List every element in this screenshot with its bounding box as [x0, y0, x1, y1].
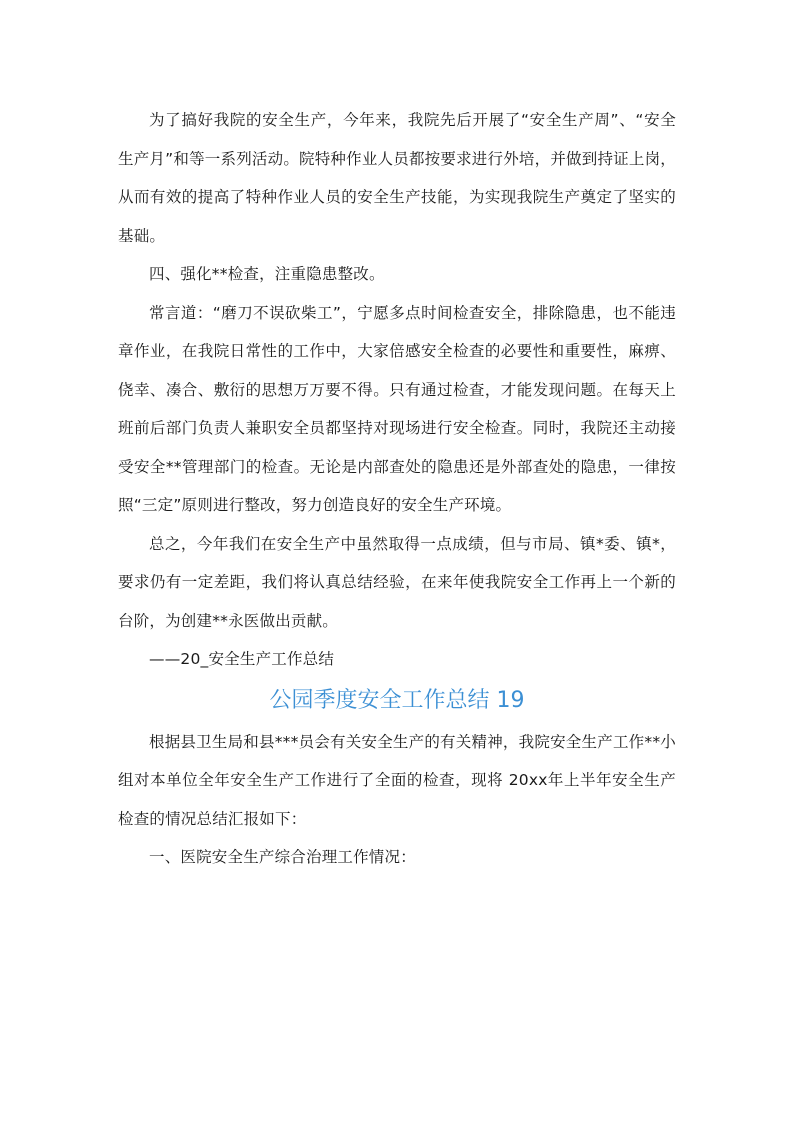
paragraph-heading-inspection: 四、强化**检查，注重隐患整改。: [149, 265, 385, 283]
paragraph-conclusion: 总之，今年我们在安全生产中虽然取得一点成绩，但与市局、镇*委、镇*，要求仍有一定差距，我们将认真总结经验，在来年使我院安全工作再上一个新的台阶，为创建**永医做出贡献。: [118, 534, 676, 630]
section-title: 公园季度安全工作总结 19: [269, 687, 525, 713]
paragraph-heading-overview: 一、医院安全生产综合治理工作情况：: [149, 848, 416, 866]
paragraph-signature: ——20_安全生产工作总结: [149, 650, 335, 668]
paragraph-inspection-detail: 常言道：“磨刀不误砍柴工”，宁愿多点时间检查安全，排除隐患，也不能违章作业，在我院日常性的工作中，大家倍感安全检查的必要性和重要性，麻痹、侥幸、凑合、敷衍的思想万万要不得。只有通过检查，才能发现问题。在每天上班前后部门负责人兼职安全员都坚持对现场进行安全检查。同时，我院还主动接受安全**管理部门的检查。无论是内部查处的隐患还是外部查处的隐患，一律按照“三定”原则进行整改，努力创造良好的安全生产环境。: [118, 303, 676, 514]
paragraph-intro: 根据县卫生局和县***员会有关安全生产的有关精神，我院安全生产工作**小组对本单位全年安全生产工作进行了全面的检查，现将 20xx年上半年安全生产检查的情况总结汇报如下：: [118, 732, 676, 828]
document-body: [118, 101, 676, 877]
paragraph-activities: 为了搞好我院的安全生产，今年来，我院先后开展了“安全生产周”、“安全生产月”和等一系列活动。院特种作业人员都按要求进行外培，并做到持证上岗，从而有效的提高了特种作业人员的安全生产技能，为实现我院生产奠定了坚实的基础。: [118, 111, 676, 245]
